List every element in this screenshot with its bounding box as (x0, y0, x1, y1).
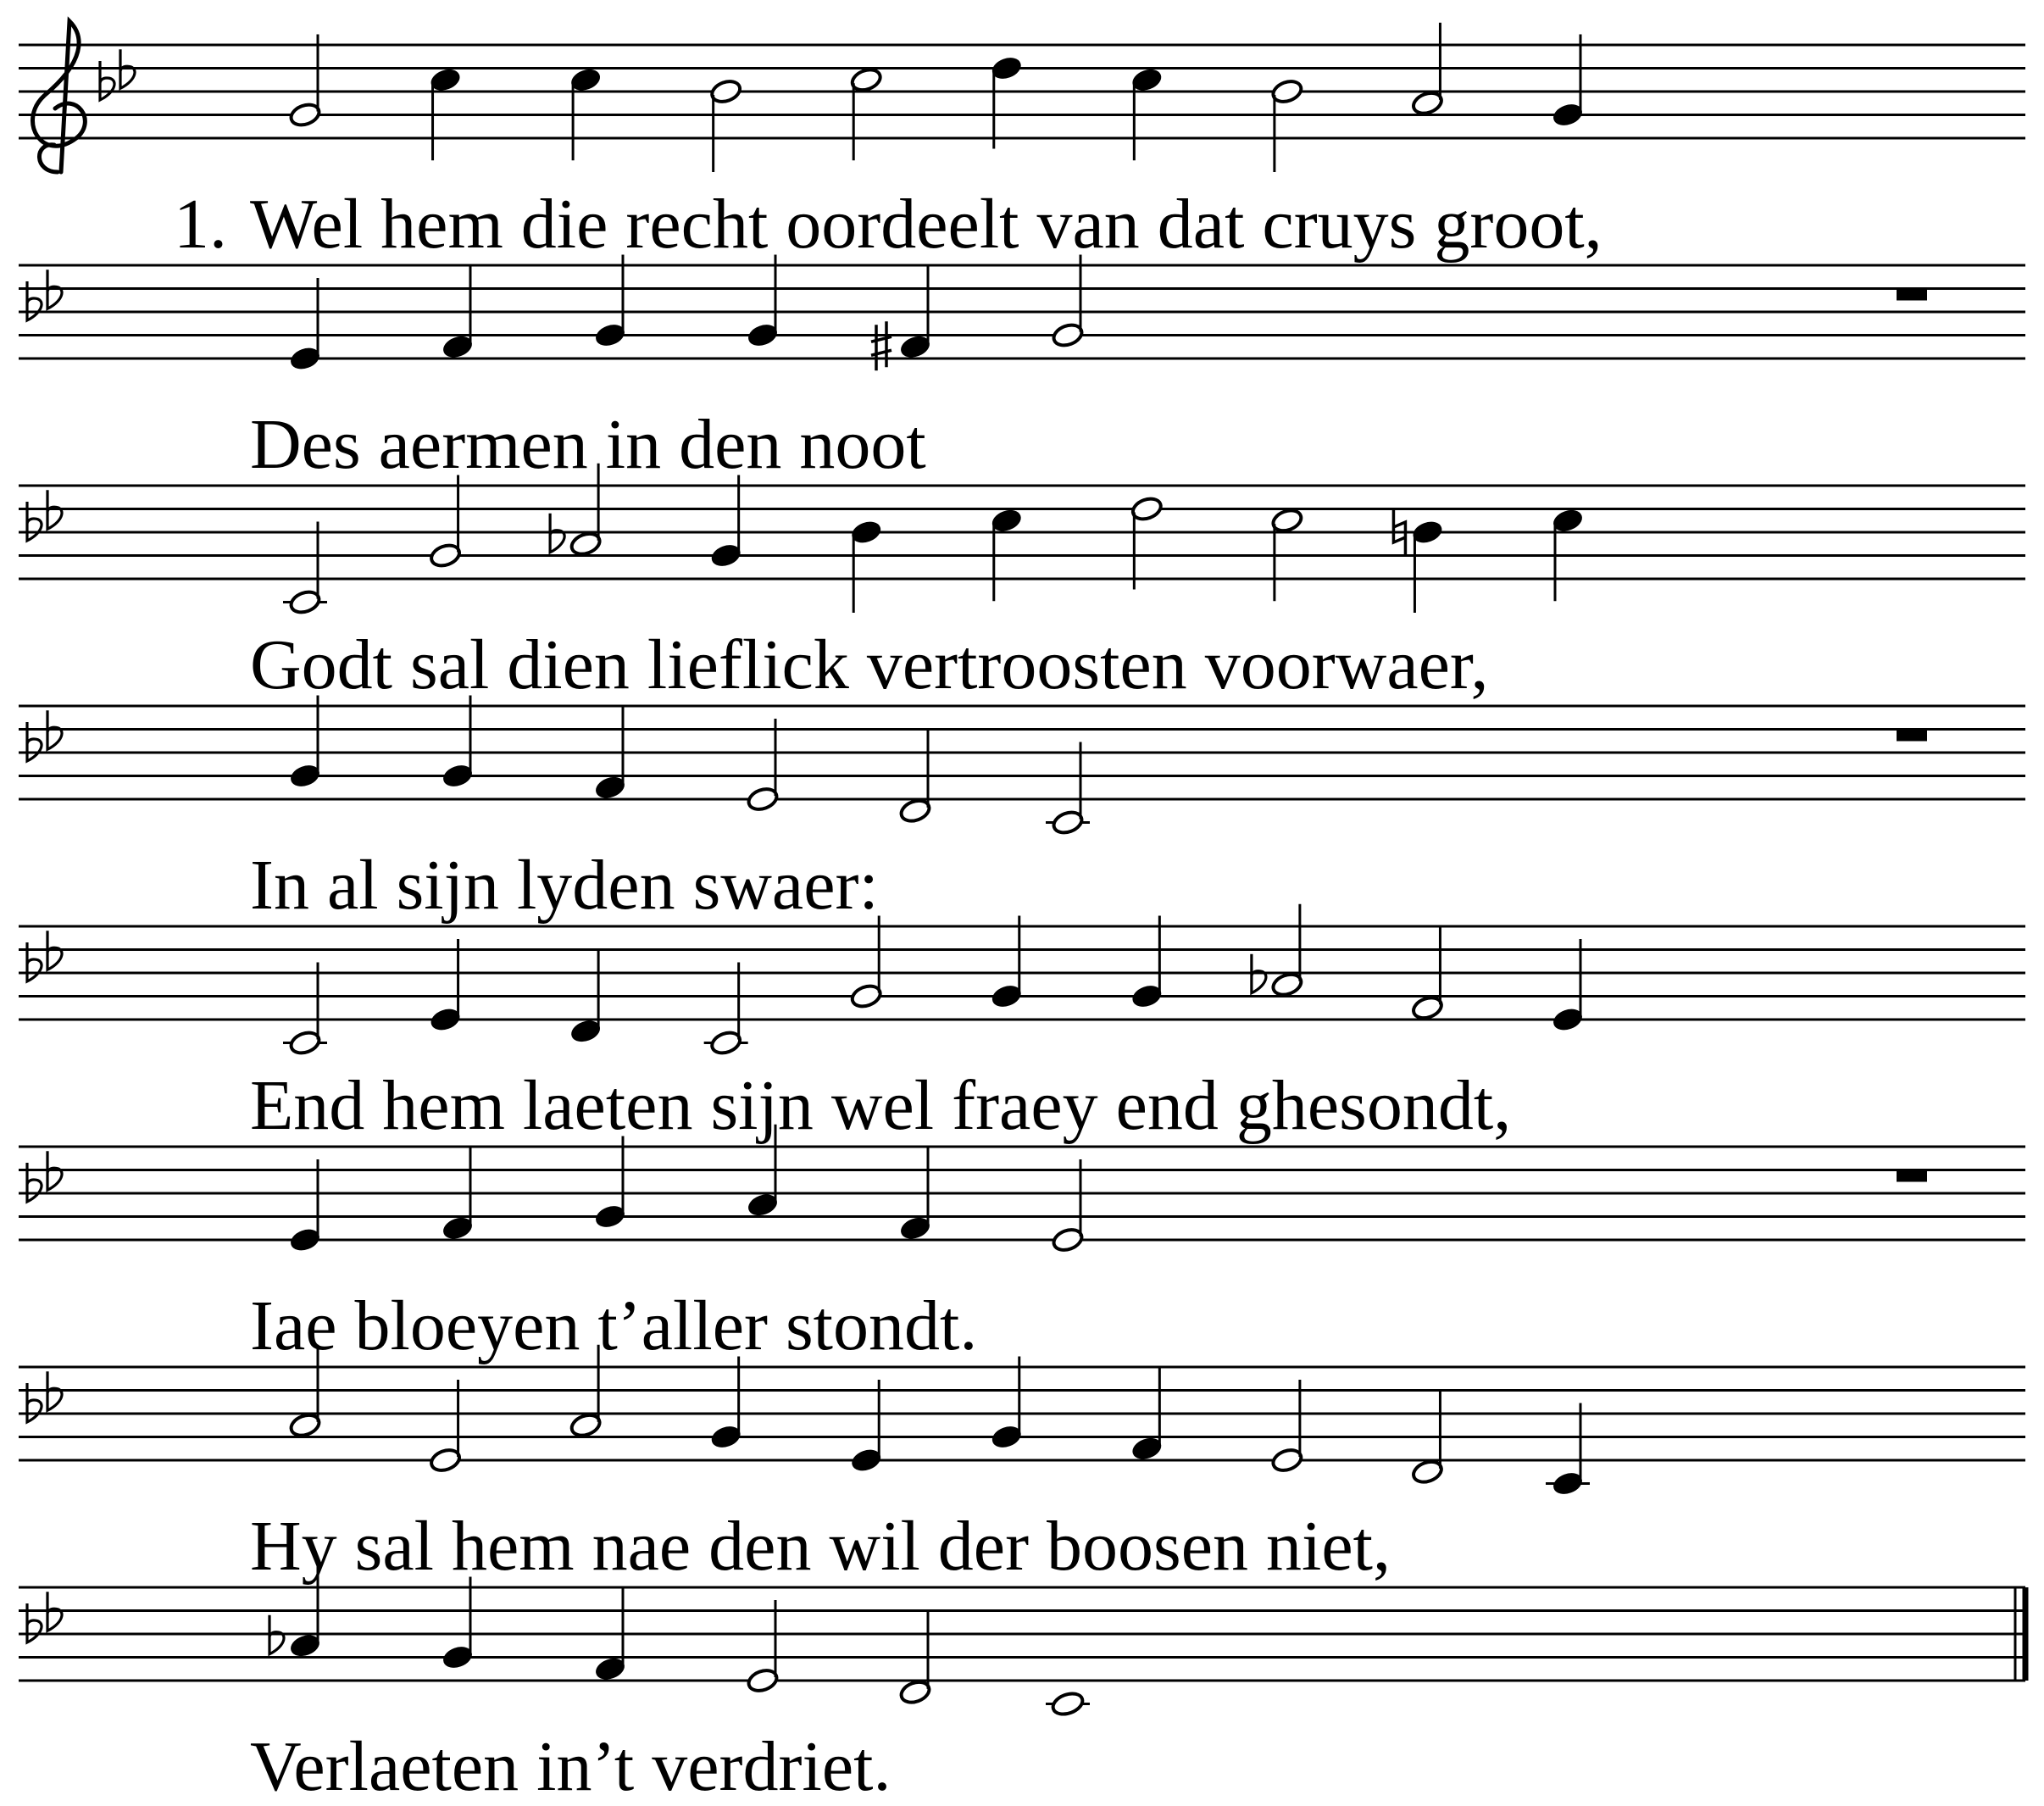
verse-number: 1. (174, 185, 227, 264)
lyric-line: Iae bloeyen t’aller stondt. (250, 1286, 978, 1365)
half-rest (1897, 730, 1927, 742)
half-rest (1897, 289, 1927, 301)
flat-sign (27, 1383, 42, 1422)
flat-sign (27, 502, 42, 541)
flat-sign (27, 942, 42, 981)
lyric-line: Des aermen in den noot (250, 405, 926, 484)
lyric-line: End hem laeten sijn wel fraey end ghesondt, (250, 1066, 1512, 1145)
flat-sign (100, 61, 114, 100)
flat-sign (27, 281, 42, 320)
flat-sign (27, 1163, 42, 1202)
lyric-line: In al sijn lyden swaer: (250, 846, 879, 925)
flat-sign (27, 1603, 42, 1642)
lyric-line: Wel hem die recht oordeelt van dat cruys groot, (250, 185, 1602, 264)
half-rest (1897, 1170, 1927, 1182)
lyric-line: Hy sal hem nae den wil der boosen niet, (250, 1507, 1391, 1586)
flat-sign (27, 722, 42, 761)
sharp-sign (871, 321, 891, 370)
note-head (1050, 1690, 1085, 1718)
lyric-line: Verlaeten in’t verdriet. (250, 1727, 891, 1806)
lyric-line: Godt sal dien lieflick vertroosten voorwaer, (250, 625, 1489, 704)
